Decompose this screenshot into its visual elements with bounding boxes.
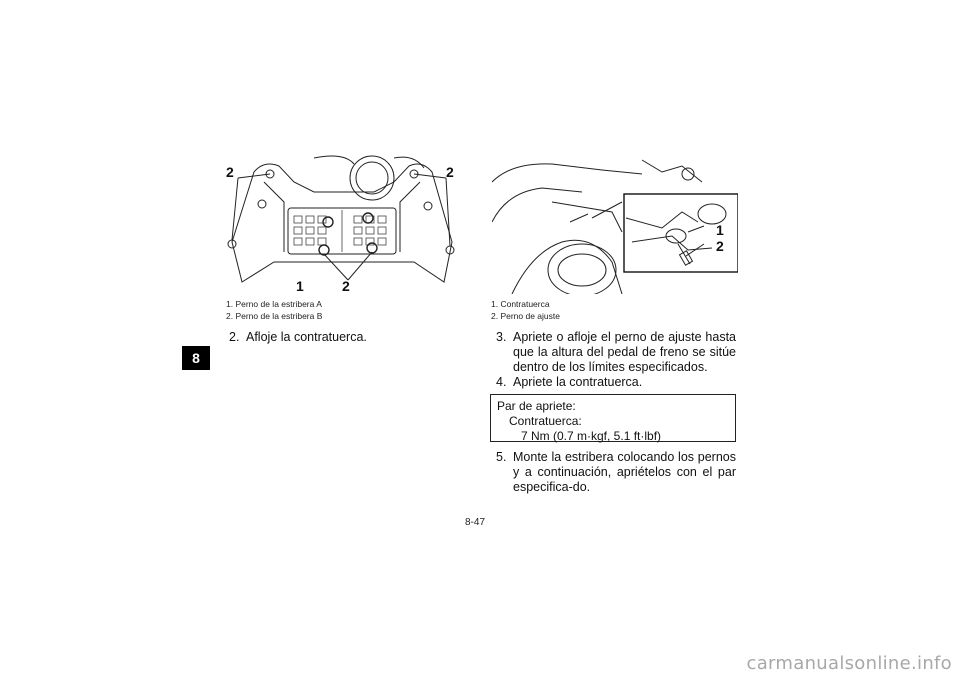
step-text: Afloje la contratuerca. [246, 330, 367, 344]
step-text: Monte la estribera colocando los pernos y a continuación, apriételos con el par especifica-do. [513, 450, 736, 494]
footrest-bolts-figure [224, 152, 460, 294]
step-2 [229, 330, 465, 345]
step-number: 3. [496, 330, 507, 344]
caption-item: 2. Perno de ajuste [491, 311, 560, 321]
step-number: 5. [496, 450, 507, 464]
step-number: 4. [496, 375, 507, 389]
caption-item: 1. Contratuerca [491, 299, 550, 309]
step-text: Apriete o afloje el perno de ajuste hasta que la altura del pedal de freno se sitúe dentro de los límites especificados. [513, 330, 736, 374]
callout-1-inset: 1 [716, 222, 724, 238]
brake-illustration [492, 152, 738, 294]
step-text: Apriete la contratuerca. [513, 375, 643, 389]
spec-value: 7 Nm (0.7 m·kgf, 5.1 ft·lbf) [521, 429, 662, 443]
spec-heading: Par de apriete: [497, 399, 576, 413]
footrest-illustration [224, 152, 460, 294]
watermark: carmanualsonline.info [746, 653, 952, 674]
callout-2-bottom: 2 [342, 278, 350, 294]
step-number: 2. [229, 330, 240, 344]
caption-item: 1. Perno de la estribera A [226, 299, 322, 309]
callout-2-left: 2 [226, 164, 234, 180]
brake-adjust-figure [492, 152, 738, 294]
right-figure-caption [491, 298, 560, 322]
left-figure-caption [226, 298, 322, 322]
step-3 [496, 330, 736, 375]
callout-1: 1 [296, 278, 304, 294]
callout-2-inset: 2 [716, 238, 724, 254]
step-4 [496, 375, 736, 390]
callout-2-right: 2 [446, 164, 454, 180]
spec-part: Contratuerca: [509, 414, 582, 428]
caption-item: 2. Perno de la estribera B [226, 311, 323, 321]
step-5 [496, 450, 736, 495]
torque-spec-box [490, 394, 736, 442]
chapter-tab: 8 [182, 346, 210, 370]
page-number: 8-47 [465, 517, 486, 528]
